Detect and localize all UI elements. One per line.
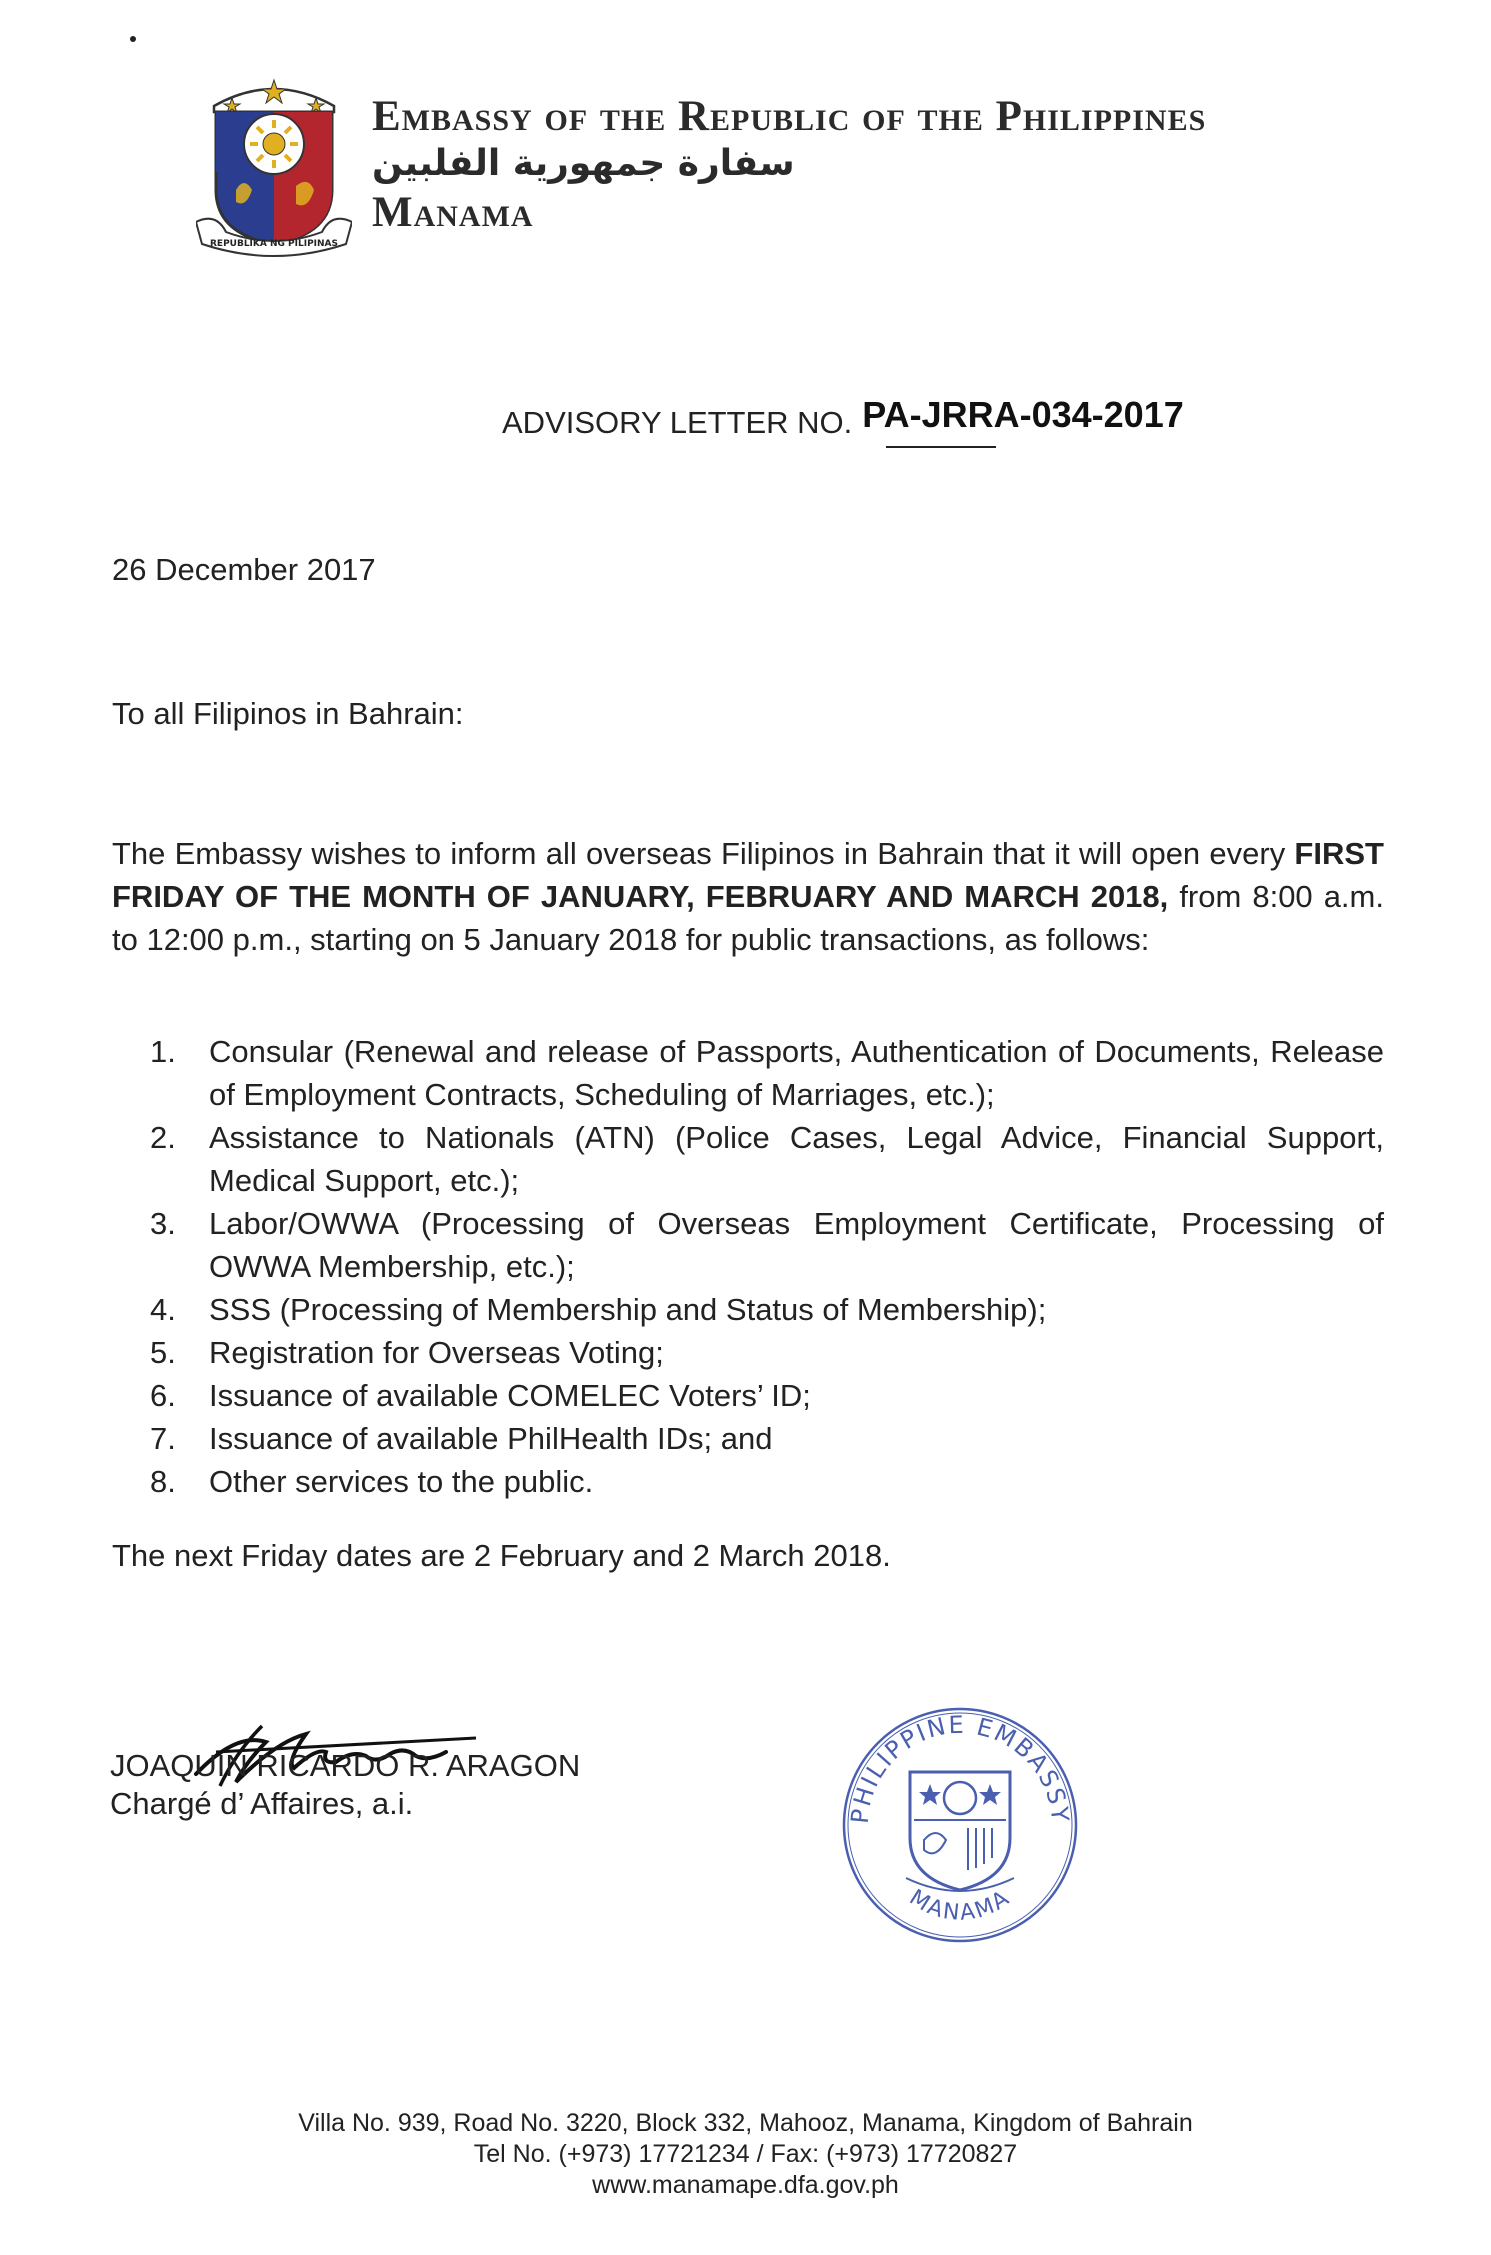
embassy-stamp (838, 1700, 1082, 1950)
list-item (150, 1331, 1384, 1374)
list-item-text: Other services to the public. (209, 1464, 594, 1499)
list-item-number: 5. (150, 1335, 176, 1370)
list-item (150, 1374, 1384, 1417)
letterhead (372, 92, 1206, 237)
list-item-number: 6. (150, 1378, 176, 1413)
stamp-bottom-text: MANAMA (904, 1885, 1016, 1926)
list-item (150, 1288, 1384, 1331)
seal-icon (196, 72, 352, 262)
embassy-arabic-name: سفارة جمهورية الفلبين (372, 143, 795, 184)
embassy-name: Embassy of the Republic of the Philippines (372, 93, 1207, 140)
list-item-number: 2. (150, 1120, 176, 1155)
intro-paragraph (112, 832, 1384, 961)
list-item-number: 4. (150, 1292, 176, 1327)
svg-text:PHILIPPINE EMBASSY (846, 1711, 1075, 1825)
advisory-label: ADVISORY LETTER NO. (502, 405, 853, 440)
seal-motto: REPUBLIKA NG PILIPINAS (209, 239, 339, 249)
list-item-text: Labor/OWWA (Processing of Overseas Employment Certificate, Processing of OWWA Membership, etc.); (209, 1206, 1384, 1284)
advisory-heading (502, 394, 1184, 442)
stamp-seal-icon (838, 1700, 1082, 1950)
advisory-number: PA-JRRA-034-2017 (862, 394, 1184, 435)
footer-contact: Tel No. (+973) 17721234 / Fax: (+973) 17720827 (473, 2140, 1018, 2168)
services-list (150, 1030, 1384, 1503)
salutation: To all Filipinos in Bahrain: (112, 696, 464, 731)
letter-footer (0, 2108, 1491, 2201)
list-item-number: 8. (150, 1464, 176, 1499)
list-item-number: 7. (150, 1421, 176, 1456)
scan-speck (130, 36, 136, 42)
signatory-title: Chargé d’ Affaires, a.i. (110, 1786, 414, 1821)
list-item-text: SSS (Processing of Membership and Status of Membership); (209, 1292, 1047, 1327)
list-item (150, 1202, 1384, 1288)
list-item-text: Issuance of available PhilHealth IDs; and (209, 1421, 773, 1456)
embassy-city: Manama (372, 189, 534, 236)
list-item (150, 1030, 1384, 1116)
list-item (150, 1460, 1384, 1503)
advisory-underline (886, 446, 996, 448)
list-item-number: 1. (150, 1034, 176, 1069)
list-item-text: Registration for Overseas Voting; (209, 1335, 664, 1370)
list-item-text: Consular (Renewal and release of Passports, Authentication of Documents, Release of Employment Contracts, Scheduling of Marriages, etc.); (209, 1034, 1384, 1112)
list-item (150, 1417, 1384, 1460)
list-item-number: 3. (150, 1206, 176, 1241)
list-item-text: Issuance of available COMELEC Voters’ ID; (209, 1378, 811, 1413)
next-dates-note: The next Friday dates are 2 February and 2 March 2018. (112, 1538, 891, 1573)
intro-bold-text: FIRST FRIDAY OF THE MONTH OF JANUARY, FEBRUARY AND MARCH 2018, (112, 836, 1384, 914)
footer-address: Villa No. 939, Road No. 3220, Block 332, Mahooz, Manama, Kingdom of Bahrain (298, 2109, 1193, 2137)
footer-website-link[interactable]: www.manamape.dfa.gov.ph (592, 2171, 899, 2199)
philippine-seal-logo (196, 72, 352, 262)
intro-text-1: The Embassy wishes to inform all overseas Filipinos in Bahrain that it will open every (112, 836, 1286, 871)
letter-date: 26 December 2017 (112, 552, 376, 587)
stamp-top-text: PHILIPPINE EMBASSY (845, 1710, 1075, 1825)
signatory-name: JOAQUIN RICARDO R. ARAGON (110, 1748, 581, 1783)
list-item-text: Assistance to Nationals (ATN) (Police Cases, Legal Advice, Financial Support, Medical Support, etc.); (209, 1120, 1384, 1198)
list-item (150, 1116, 1384, 1202)
intro-text-2: from 8:00 a.m. to 12:00 p.m., starting on 5 January 2018 for public transactions, as follows: (112, 879, 1384, 957)
